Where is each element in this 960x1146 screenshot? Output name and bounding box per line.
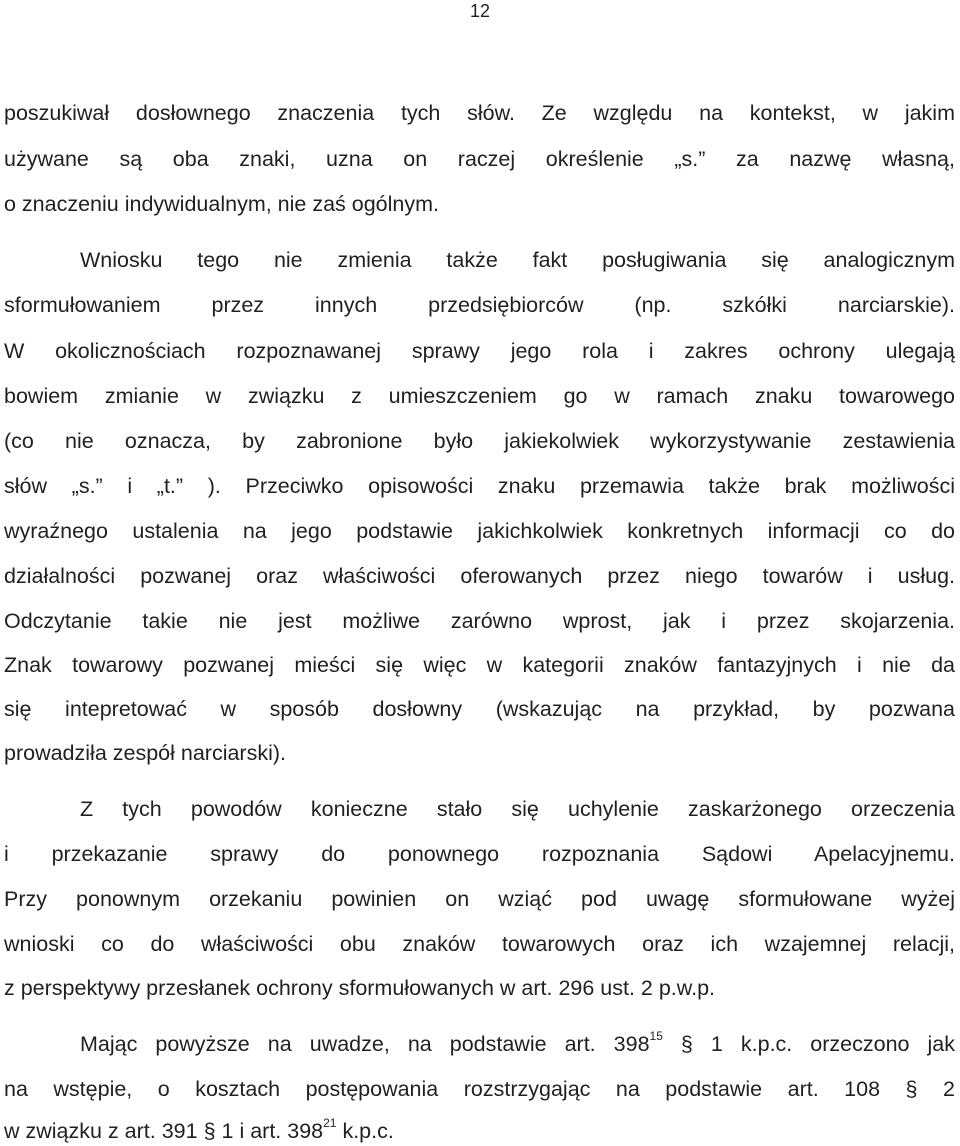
paragraph-line: sformułowaniem przez innych przedsiębiorców (np. szkółki narciarskie). <box>4 293 955 317</box>
paragraph-line: z perspektywy przesłanek ochrony sformułowanych w art. 296 ust. 2 p.w.p. <box>4 976 716 1000</box>
text-fragment: na wstępie, o kosztach postępowania rozstrzygając na podstawie art. 108 <box>4 1077 881 1101</box>
paragraph-line: Przy ponownym orzekaniu powinien on wziąć pod uwagę sformułowane wyżej <box>4 887 955 911</box>
paragraph-line: się intepretować w sposób dosłowny (wskazując na przykład, by pozwana <box>4 697 955 721</box>
text-fragment: 1 k.p.c. orzeczono jak <box>710 1032 955 1056</box>
text-fragment: k.p.c. <box>342 1119 394 1143</box>
paragraph-line: Z tych powodów konieczne stało się uchylenie zaskarżonego orzeczenia <box>80 797 955 821</box>
paragraph-line: używane są oba znaki, uzna on raczej określenie „s.” za nazwę własną, <box>4 147 955 171</box>
superscript: 21 <box>323 1116 337 1130</box>
text-fragment: 2 <box>943 1077 955 1101</box>
paragraph-line: poszukiwał dosłownego znaczenia tych słów. Ze względu na kontekst, w jakim <box>4 101 955 125</box>
paragraph-line: i przekazanie sprawy do ponownego rozpoznania Sądowi Apelacyjnemu. <box>4 842 955 866</box>
paragraph-line: wyraźnego ustalenia na jego podstawie jakichkolwiek konkretnych informacji co do <box>4 519 955 543</box>
paragraph-line: bowiem zmianie w związku z umieszczeniem go w ramach znaku towarowego <box>4 384 955 408</box>
section-symbol: § <box>905 1077 918 1101</box>
paragraph-line <box>4 1074 955 1104</box>
paragraph-line: Wniosku tego nie zmienia także fakt posługiwania się analogicznym <box>80 248 955 272</box>
paragraph-line: prowadziła zespół narciarski). <box>4 741 286 765</box>
paragraph-line <box>4 1116 955 1146</box>
section-symbol: § <box>203 1119 216 1143</box>
paragraph-line: Odczytanie takie nie jest możliwe zarówno wprost, jak i przez skojarzenia. <box>4 609 955 633</box>
superscript: 15 <box>649 1029 663 1043</box>
text-fragment: 1 i art. 398 <box>221 1119 324 1143</box>
text-fragment: Mając powyższe na uwadze, na podstawie art. 398 <box>80 1032 650 1056</box>
section-symbol: § <box>680 1032 693 1056</box>
paragraph-line: o znaczeniu indywidualnym, nie zaś ogólnym. <box>4 192 440 216</box>
paragraph-line <box>80 1029 955 1059</box>
paragraph-line: słów „s.” i „t.” ). Przeciwko opisowości znaku przemawia także brak możliwości <box>4 474 955 498</box>
paragraph-line: (co nie oznacza, by zabronione było jakiekolwiek wykorzystywanie zestawienia <box>4 429 955 453</box>
paragraph-line: W okolicznościach rozpoznawanej sprawy jego rola i zakres ochrony ulegają <box>4 339 955 363</box>
paragraph-line: działalności pozwanej oraz właściwości oferowanych przez niego towarów i usług. <box>4 564 955 588</box>
paragraph-line: Znak towarowy pozwanej mieści się więc w kategorii znaków fantazyjnych i nie da <box>4 653 955 677</box>
paragraph-line: wnioski co do właściwości obu znaków towarowych oraz ich wzajemnej relacji, <box>4 932 955 956</box>
page-number: 12 <box>469 1 491 21</box>
text-fragment: w związku z art. 391 <box>4 1119 198 1143</box>
